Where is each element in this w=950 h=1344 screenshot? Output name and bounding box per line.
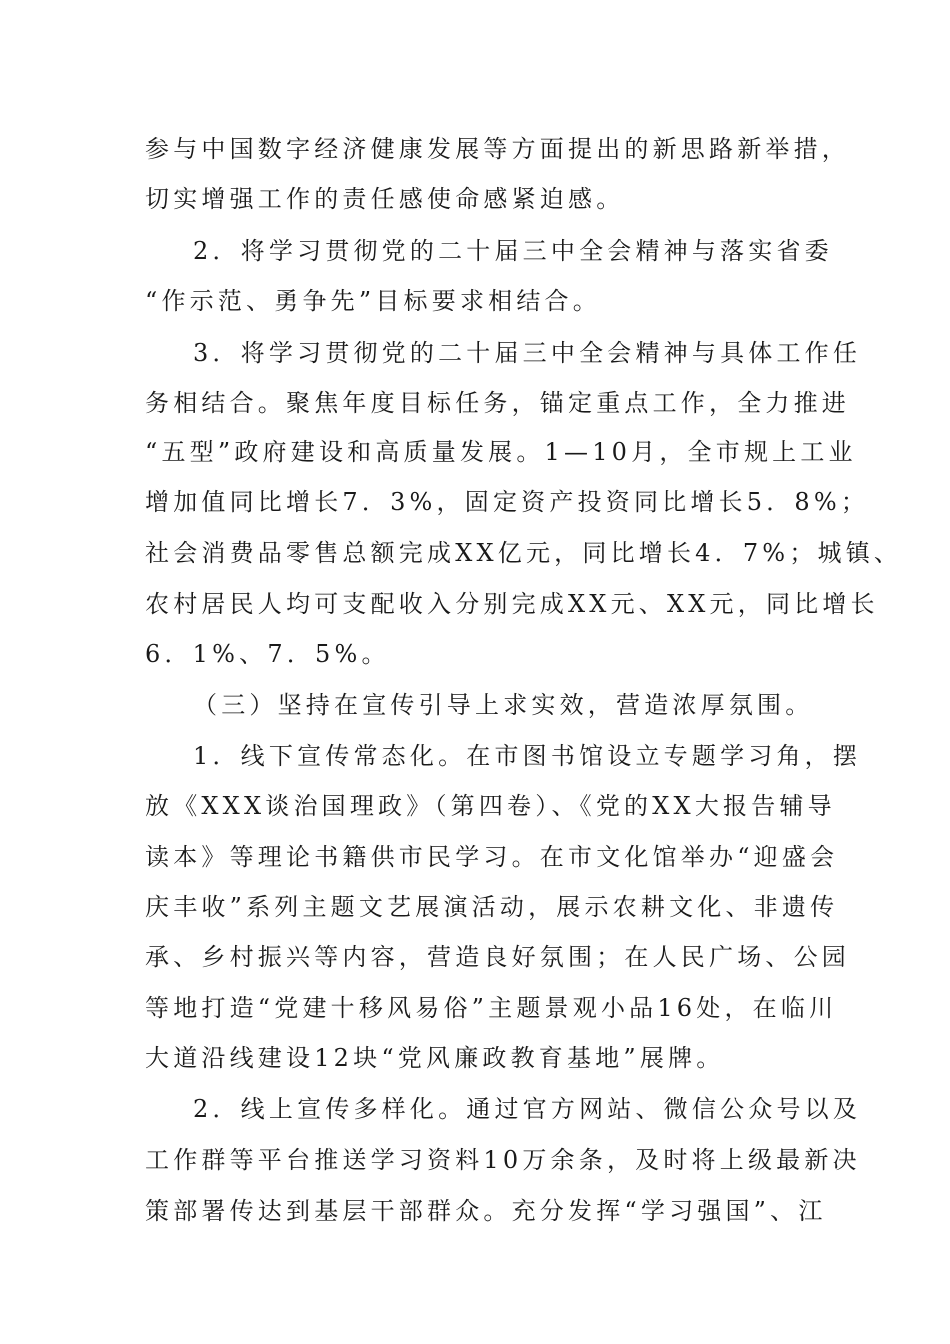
text-line: 大道沿线建设12块“党风廉政教育基地”展牌。 — [145, 1044, 725, 1072]
text-line: 增加值同比增长7．3%，固定资产投资同比增长5．8%； — [145, 488, 870, 516]
text-line: 策部署传达到基层干部群众。充分发挥“学习强国”、江 — [145, 1197, 827, 1225]
text-line: 务相结合。聚焦年度目标任务，锚定重点工作，全力推进 — [145, 389, 850, 417]
text-line: 农村居民人均可支配收入分别完成XX元、XX元，同比增长 — [145, 590, 879, 618]
text-line: 工作群等平台推送学习资料10万余条，及时将上级最新决 — [145, 1146, 861, 1174]
text-line: “五型”政府建设和高质量发展。1—10月，全市规上工业 — [145, 438, 857, 466]
text-line: 1．线下宣传常态化。在市图书馆设立专题学习角，摆 — [193, 742, 862, 770]
text-line: 读本》等理论书籍供市民学习。在市文化馆举办“迎盛会 — [145, 843, 839, 871]
text-line: 参与中国数字经济健康发展等方面提出的新思路新举措， — [145, 135, 850, 163]
text-line: 2．将学习贯彻党的二十届三中全会精神与落实省委 — [193, 237, 833, 265]
text-line: 切实增强工作的责任感使命感紧迫感。 — [145, 185, 625, 213]
text-line: 放《XXX谈治国理政》（第四卷）、《党的XX大报告辅导 — [145, 792, 836, 820]
text-line: 等地打造“党建十移风易俗”主题景观小品16处，在临川 — [145, 994, 838, 1022]
text-line: 3．将学习贯彻党的二十届三中全会精神与具体工作任 — [193, 339, 862, 367]
text-line: 6．1%、7．5%。 — [145, 640, 390, 668]
text-line: “作示范、勇争先”目标要求相结合。 — [145, 287, 601, 315]
section-heading: （三）坚持在宣传引导上求实效，营造浓厚氛围。 — [193, 691, 814, 719]
text-line: 2．线上宣传多样化。通过官方网站、微信公众号以及 — [193, 1095, 862, 1123]
text-line: 庆丰收”系列主题文艺展演活动，展示农耕文化、非遗传 — [145, 893, 839, 921]
text-line: 承、乡村振兴等内容，营造良好氛围；在人民广场、公园 — [145, 943, 850, 971]
text-line: 社会消费品零售总额完成XX亿元，同比增长4．7%；城镇、 — [145, 539, 903, 567]
